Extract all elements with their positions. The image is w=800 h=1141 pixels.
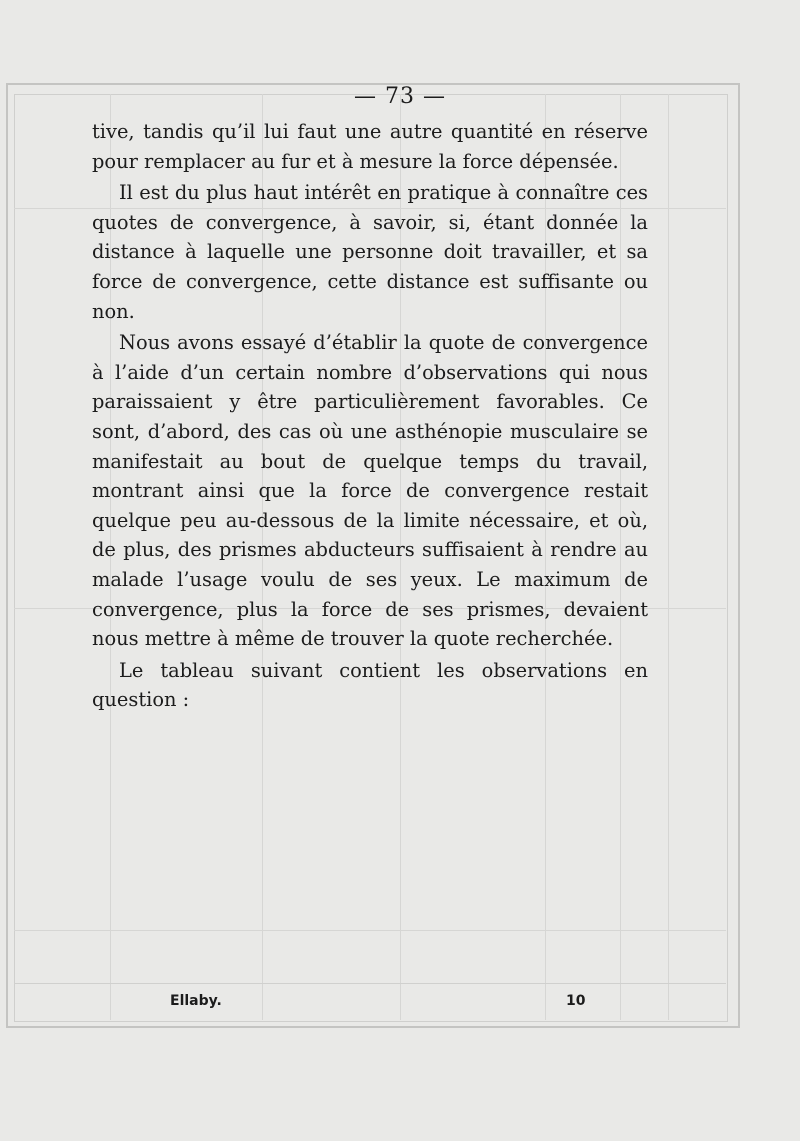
show-through-line: [668, 94, 669, 1020]
paragraph: Il est du plus haut intérêt en pratique à connaître ces quotes de convergence, à savoir, si, étant donnée la distance à laquelle une personne doit travailler, et sa force de convergence, cette distance est suffisante ou non.: [92, 181, 648, 323]
page-number: — 73 —: [354, 84, 446, 109]
table-row-value: 10: [566, 993, 586, 1009]
footer-rule: [14, 983, 726, 984]
paragraph: tive, tandis qu’il lui faut une autre quantité en réserve pour remplacer au fur et à mesure la force dépensée.: [92, 120, 648, 173]
table-row-name: Ellaby.: [170, 993, 222, 1009]
paragraph: Nous avons essayé d’établir la quote de convergence à l’aide d’un certain nombre d’observations qui nous paraissaient y être particulièrement favorables. Ce sont, d’abord, des cas où une asthénopie musculaire se manifestait au bout de quelque temps du travail, montrant ainsi que la force de convergence restait quelque peu au-dessous de la limite nécessaire, et où, de plus, des prismes abducteurs suffisaient à rendre au malade l’usage voulu de ses yeux. Le maximum de convergence, plus la force de ses prismes, devaient nous mettre à même de trouver la quote recherchée.: [92, 331, 648, 651]
show-through-line: [14, 930, 726, 931]
paragraph: Le tableau suivant contient les observations en question :: [92, 658, 648, 712]
body-text: [92, 117, 648, 715]
